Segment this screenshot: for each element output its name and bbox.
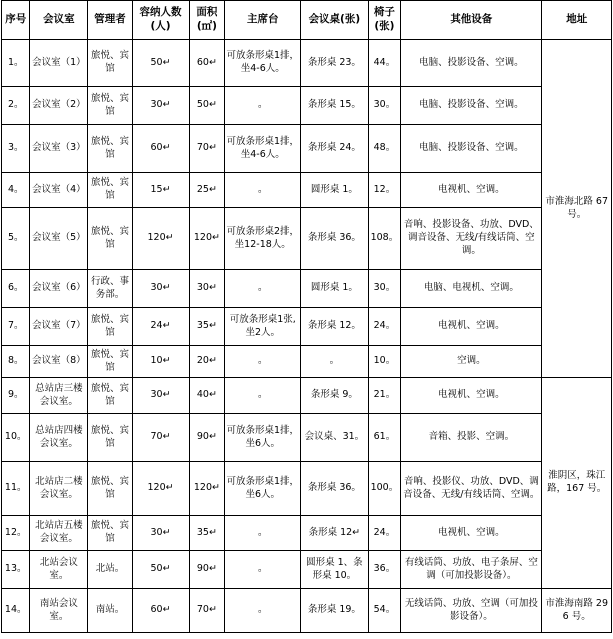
cell-chairs: 108。 <box>368 208 401 270</box>
header-row <box>2 1 612 40</box>
table-row <box>2 516 612 551</box>
cell-desks: 条形桌 36。 <box>301 208 368 270</box>
cell-area: 90↵ <box>189 551 225 589</box>
cell-area: 120↵ <box>189 462 225 516</box>
cell-capacity: 120↵ <box>132 462 189 516</box>
cell-room: 会议室（2） <box>30 87 88 125</box>
cell-seq: 8。 <box>2 346 30 378</box>
cell-area: 30↵ <box>189 270 225 308</box>
cell-manager: 旅悦、宾馆 <box>88 173 132 208</box>
cell-chairs: 10。 <box>368 346 401 378</box>
cell-seq: 5。 <box>2 208 30 270</box>
cell-equipment: 电视机、空调。 <box>401 173 542 208</box>
cell-seq: 14。 <box>2 589 30 633</box>
cell-chairs: 36。 <box>368 551 401 589</box>
table-row <box>2 40 612 87</box>
cell-chairs: 44。 <box>368 40 401 87</box>
cell-manager: 旅悦、宾馆 <box>88 87 132 125</box>
cell-main-seat: 可放条形桌1排，坐4-6人。 <box>225 125 301 173</box>
cell-main-seat: 。 <box>225 346 301 378</box>
cell-capacity: 50↵ <box>132 40 189 87</box>
cell-desks: 圆形桌 1、条形桌 10。 <box>301 551 368 589</box>
cell-manager: 旅悦、宾馆 <box>88 516 132 551</box>
cell-main-seat: 。 <box>225 589 301 633</box>
cell-manager: 旅悦、宾馆 <box>88 208 132 270</box>
cell-capacity: 15↵ <box>132 173 189 208</box>
cell-seq: 7。 <box>2 308 30 346</box>
cell-room: 北站会议室。 <box>30 551 88 589</box>
cell-chairs: 54。 <box>368 589 401 633</box>
cell-main-seat: 。 <box>225 378 301 414</box>
cell-equipment: 电视机、空调。 <box>401 378 542 414</box>
cell-chairs: 21。 <box>368 378 401 414</box>
table-row <box>2 87 612 125</box>
cell-area: 90↵ <box>189 414 225 462</box>
table-row <box>2 589 612 633</box>
cell-desks: 条形桌 15。 <box>301 87 368 125</box>
cell-area: 50↵ <box>189 87 225 125</box>
header-equipment: 其他设备 <box>401 1 542 40</box>
cell-capacity: 24↵ <box>132 308 189 346</box>
cell-desks: 条形桌 24。 <box>301 125 368 173</box>
cell-equipment: 电脑、投影设备、空调。 <box>401 40 542 87</box>
cell-address-2: 淮阴区，珠江路，167 号。 <box>542 378 612 589</box>
cell-seq: 13。 <box>2 551 30 589</box>
cell-equipment: 音响、投影设备、功放、DVD、调音设备、无线/有线话筒、空调。 <box>401 208 542 270</box>
cell-desks: 圆形桌 1。 <box>301 270 368 308</box>
header-area: 面积(㎡) <box>189 1 225 40</box>
cell-desks: 会议桌、31。 <box>301 414 368 462</box>
cell-chairs: 30。 <box>368 87 401 125</box>
cell-manager: 旅悦、宾馆 <box>88 308 132 346</box>
table-row <box>2 173 612 208</box>
cell-manager: 行政、事务部。 <box>88 270 132 308</box>
table-row <box>2 125 612 173</box>
cell-chairs: 100。 <box>368 462 401 516</box>
table-row <box>2 462 612 516</box>
header-capacity: 容纳人数(人) <box>132 1 189 40</box>
cell-main-seat: 可放条形桌2排，坐12-18人。 <box>225 208 301 270</box>
cell-chairs: 24。 <box>368 516 401 551</box>
cell-seq: 10。 <box>2 414 30 462</box>
cell-desks: 条形桌 12。 <box>301 308 368 346</box>
table-row <box>2 270 612 308</box>
cell-area: 35↵ <box>189 516 225 551</box>
cell-main-seat: 可放条形桌1排，坐6人。 <box>225 414 301 462</box>
cell-chairs: 61。 <box>368 414 401 462</box>
cell-desks: 条形桌 12↵ <box>301 516 368 551</box>
cell-room: 北站店五楼会议室。 <box>30 516 88 551</box>
cell-room: 会议室（4） <box>30 173 88 208</box>
cell-main-seat: 。 <box>225 87 301 125</box>
cell-equipment: 电脑、投影设备、空调。 <box>401 87 542 125</box>
cell-room: 会议室（8） <box>30 346 88 378</box>
header-address: 地址 <box>542 1 612 40</box>
header-desks: 会议桌(张) <box>301 1 368 40</box>
cell-desks: 条形桌 23。 <box>301 40 368 87</box>
cell-equipment: 电视机、空调。 <box>401 308 542 346</box>
cell-area: 60↵ <box>189 40 225 87</box>
cell-seq: 2。 <box>2 87 30 125</box>
cell-equipment: 电脑、投影设备、空调。 <box>401 125 542 173</box>
cell-seq: 1。 <box>2 40 30 87</box>
cell-room: 会议室（3） <box>30 125 88 173</box>
cell-room: 南站会议室。 <box>30 589 88 633</box>
cell-manager: 旅悦、宾馆 <box>88 378 132 414</box>
table-row <box>2 208 612 270</box>
cell-equipment: 音箱、投影、空调。 <box>401 414 542 462</box>
cell-manager: 南站。 <box>88 589 132 633</box>
cell-desks: 。 <box>301 346 368 378</box>
cell-area: 40↵ <box>189 378 225 414</box>
cell-main-seat: 可放条形桌1排，坐4-6人。 <box>225 40 301 87</box>
cell-equipment: 电脑、电视机、空调。 <box>401 270 542 308</box>
cell-manager: 旅悦、宾馆 <box>88 462 132 516</box>
cell-room: 北站店二楼会议室。 <box>30 462 88 516</box>
cell-main-seat: 可放条形桌1排，坐6人。 <box>225 462 301 516</box>
cell-chairs: 12。 <box>368 173 401 208</box>
cell-capacity: 120↵ <box>132 208 189 270</box>
cell-capacity: 10↵ <box>132 346 189 378</box>
cell-manager: 旅悦、宾馆 <box>88 414 132 462</box>
cell-capacity: 60↵ <box>132 125 189 173</box>
cell-area: 70↵ <box>189 589 225 633</box>
cell-equipment: 音响、投影仪、功放、DVD、调音设备、无线/有线话筒、空调。 <box>401 462 542 516</box>
cell-area: 20↵ <box>189 346 225 378</box>
header-main-seat: 主席台 <box>225 1 301 40</box>
cell-seq: 6。 <box>2 270 30 308</box>
cell-chairs: 24。 <box>368 308 401 346</box>
cell-seq: 3。 <box>2 125 30 173</box>
cell-manager: 旅悦、宾馆 <box>88 40 132 87</box>
cell-equipment: 有线话筒、功放、电子条屏、空调（可加投影设备）。 <box>401 551 542 589</box>
cell-equipment: 空调。 <box>401 346 542 378</box>
cell-capacity: 50↵ <box>132 551 189 589</box>
header-room: 会议室 <box>30 1 88 40</box>
cell-manager: 北站。 <box>88 551 132 589</box>
cell-room: 总站店四楼会议室。 <box>30 414 88 462</box>
cell-main-seat: 。 <box>225 173 301 208</box>
cell-capacity: 30↵ <box>132 516 189 551</box>
cell-main-seat: 。 <box>225 551 301 589</box>
table-row <box>2 308 612 346</box>
cell-area: 70↵ <box>189 125 225 173</box>
cell-main-seat: 可放条形桌1张,坐2人。 <box>225 308 301 346</box>
cell-room: 会议室（7） <box>30 308 88 346</box>
cell-equipment: 无线话筒、功放、空调（可加投影设备）。 <box>401 589 542 633</box>
cell-chairs: 30。 <box>368 270 401 308</box>
cell-main-seat: 。 <box>225 270 301 308</box>
cell-seq: 4。 <box>2 173 30 208</box>
table-row <box>2 551 612 589</box>
cell-manager: 旅悦、宾馆 <box>88 346 132 378</box>
cell-area: 35↵ <box>189 308 225 346</box>
cell-room: 会议室（1） <box>30 40 88 87</box>
cell-area: 120↵ <box>189 208 225 270</box>
cell-seq: 11。 <box>2 462 30 516</box>
cell-desks: 条形桌 19。 <box>301 589 368 633</box>
cell-seq: 9。 <box>2 378 30 414</box>
cell-desks: 圆形桌 1。 <box>301 173 368 208</box>
cell-desks: 条形桌 9。 <box>301 378 368 414</box>
cell-capacity: 30↵ <box>132 87 189 125</box>
table-row <box>2 346 612 378</box>
table-row <box>2 378 612 414</box>
cell-capacity: 30↵ <box>132 270 189 308</box>
cell-capacity: 70↵ <box>132 414 189 462</box>
cell-room: 会议室（6） <box>30 270 88 308</box>
cell-seq: 12。 <box>2 516 30 551</box>
header-manager: 管理者 <box>88 1 132 40</box>
cell-manager: 旅悦、宾馆 <box>88 125 132 173</box>
cell-room: 总站店三楼会议室。 <box>30 378 88 414</box>
cell-capacity: 60↵ <box>132 589 189 633</box>
cell-capacity: 30↵ <box>132 378 189 414</box>
cell-equipment: 电视机、空调。 <box>401 516 542 551</box>
header-chairs: 椅子(张) <box>368 1 401 40</box>
cell-address-3: 市淮海南路 296 号。 <box>542 589 612 633</box>
meeting-room-table <box>1 0 612 633</box>
cell-desks: 条形桌 36。 <box>301 462 368 516</box>
cell-main-seat: 。 <box>225 516 301 551</box>
cell-area: 25↵ <box>189 173 225 208</box>
header-seq: 序号 <box>2 1 30 40</box>
cell-chairs: 48。 <box>368 125 401 173</box>
cell-address-1: 市淮海北路 67 号。 <box>542 40 612 378</box>
table-row <box>2 414 612 462</box>
cell-room: 会议室（5） <box>30 208 88 270</box>
